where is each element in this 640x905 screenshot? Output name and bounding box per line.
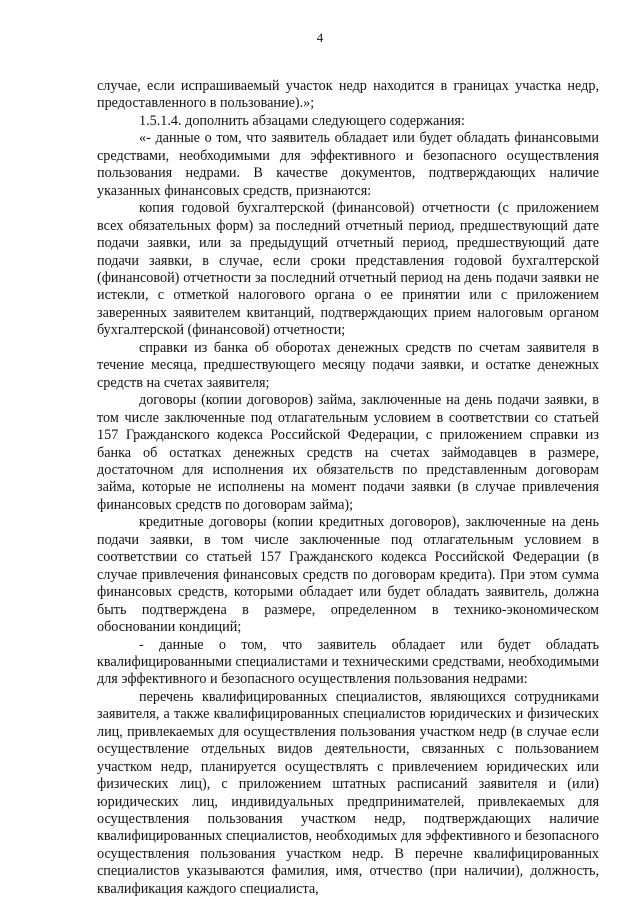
paragraph-specialists-list: перечень квалифицированных специалистов, являющихся сотрудниками заявителя, а также квалифицированных специалистов юридических и физических лиц, привлекаемых для осуществления пользования участком недр (в случае если осуществление отдельных видов деятельности, связанных с пользованием участком недр, планируется осуществлять с привлечением юридических или физических лиц), с приложением штатных расписаний заявителя и (или) юридических лиц, индивидуальных предпринимателей, привлекаемых для осуществления пользования участком недр, подтверждающих наличие квалифицированных специалистов, необходимых для эффективного и безопасного осуществления пользования участком недр. В перечне квалифицированных специалистов указываются фамилия, имя, отчество (при наличии), должность, квалификация каждого специалиста, — [97, 688, 599, 897]
paragraph-qualified-staff: - данные о том, что заявитель обладает или будет обладать квалифицированными специалистами и техническими средствами, необходимыми для эффективного и безопасного осуществления пользования недрами: — [97, 636, 599, 688]
paragraph-clause-1-5-1-4: 1.5.1.4. дополнить абзацами следующего содержания: — [139, 112, 465, 129]
paragraph-loan-agreements: договоры (копии договоров) займа, заключенные на день подачи заявки, в том числе заключенные под отлагательным условием в соответствии со статьей 157 Гражданского кодекса Российской Федерации, с приложением справки из банка об остатках денежных средств на счетах займодавцев в размере, достаточном для исполнения их обязательств по представленным договорам займа, которые не исполнены на момент подачи заявки (в случае привлечения финансовых средств по договорам займа); — [97, 392, 599, 513]
paragraph-bank-statements: справки из банка об оборотах денежных средств по счетам заявителя в течение месяца, предшествующего месяцу подачи заявки, и остатке денежных средств на счетах заявителя; — [97, 339, 599, 391]
page-number: 4 — [316, 30, 324, 45]
paragraph-annual-accounts: копия годовой бухгалтерской (финансовой) отчетности (с приложением всех обязательных форм) за последний отчетный период, предшествующий дате подачи заявки, или за предыдущий отчетный период, предшествующий дате подачи заявки, в случае, если сроки представления годовой бухгалтерской (финансовой) отчетности за последний отчетный период на день подачи заявки не истекли, с отметкой налогового органа о ее принятии или с приложением заверенных заявителем квитанций, подтверждающих прием налоговым органом бухгалтерской (финансовой) отчетности; — [97, 200, 599, 339]
paragraph-credit-agreements: кредитные договоры (копии кредитных договоров), заключенные на день подачи заявки, в том числе заключенные под отлагательным условием в соответствии со статьей 157 Гражданского кодекса Российской Федерации (в случае привлечения финансовых средств по договорам кредита). При этом сумма финансовых средств, которыми обладает или будет обладать заявитель, должна быть подтверждена в размере, определенном в технико-экономическом обосновании кондиций; — [97, 514, 599, 636]
document-body — [97, 78, 599, 898]
paragraph-continuation: случае, если испрашиваемый участок недр находится в границах участка недр, предоставленного в пользование).»; — [97, 78, 599, 112]
paragraph-financial-means: «- данные о том, что заявитель обладает или будет обладать финансовыми средствами, необходимыми для эффективного и безопасного осуществления пользования недрами. В качестве документов, подтверждающих наличие указанных финансовых средств, признаются: — [97, 130, 599, 199]
